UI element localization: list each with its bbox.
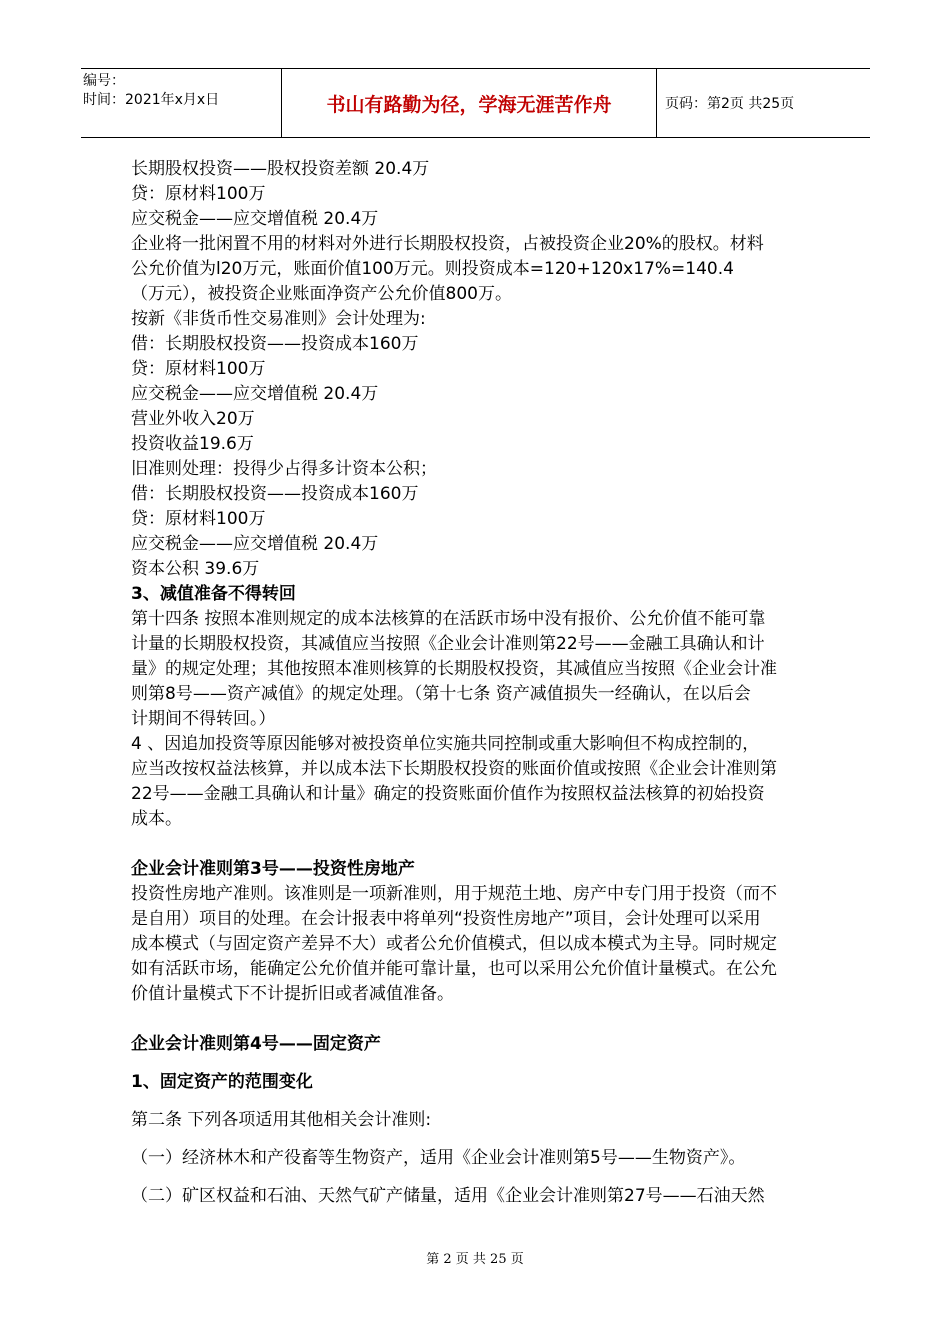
text-line: 应交税金——应交增值税 20.4万 [131,384,379,404]
text-line: 成本模式（与固定资产差异不大）或者公允价值模式，但以成本模式为主导。同时规定 [131,934,777,954]
date-line: 时间：2021年x月x日 [83,92,220,108]
section-heading: 企业会计准则第4号——固定资产 [131,1034,381,1054]
text-line: 公允价值为l20万元，账面价值100万元。则投资成本=120+120x17%=140.4 [131,259,734,279]
text-line: 22号——金融工具确认和计量》确定的投资账面价值作为按照权益法核算的初始投资 [131,784,765,804]
text-line: 借：长期股权投资——投资成本160万 [131,334,419,354]
text-line: 投资性房地产准则。该准则是一项新准则，用于规范土地、房产中专门用于投资（而不 [131,884,777,904]
text-line: 如有活跃市场，能确定公允价值并能可靠计量，也可以采用公允价值计量模式。在公允 [131,959,777,979]
text-line: 则第8号——资产减值》的规定处理。（第十七条 资产减值损失一经确认，在以后会 [131,684,751,704]
section-heading: 3、减值准备不得转回 [131,584,296,604]
text-line: 旧准则处理：投得少占得多计资本公积； [131,459,437,479]
page-header [81,68,870,138]
section-heading: 企业会计准则第3号——投资性房地产 [131,859,415,879]
text-line: 成本。 [131,809,182,829]
text-line: 量》的规定处理；其他按照本准则核算的长期股权投资，其减值应当按照《企业会计准 [131,659,777,679]
text-line: 是自用）项目的处理。在会计报表中将单列“投资性房地产”项目，会计处理可以采用 [131,909,761,929]
text-line: 企业将一批闲置不用的材料对外进行长期股权投资，占被投资企业20%的股权。材料 [131,234,764,254]
motto: 书山有路勤为径，学海无涯苦作舟 [282,69,657,137]
text-line: 资本公积 39.6万 [131,559,260,579]
page-code: 页码：第2页 共25页 [665,96,795,112]
text-line: 投资收益19.6万 [131,434,254,454]
text-line: （万元），被投资企业账面净资产公允价值800万。 [131,284,512,304]
text-line: 第十四条 按照本准则规定的成本法核算的在活跃市场中没有报价、公允价值不能可靠 [131,609,766,629]
text-line: 贷：原材料100万 [131,184,266,204]
text-line: 借：长期股权投资——投资成本160万 [131,484,419,504]
text-line: 应交税金——应交增值税 20.4万 [131,209,379,229]
header-info-cell [81,69,282,137]
text-line: 贷：原材料100万 [131,509,266,529]
text-line: 按新《非货币性交易准则》会计处理为: [131,309,426,329]
document-body [131,157,861,1209]
text-line: 计期间不得转回。） [131,709,276,729]
text-line: 第二条 下列各项适用其他相关会计准则: [131,1110,432,1130]
text-line: 营业外收入20万 [131,409,255,429]
text-line: 价值计量模式下不计提折旧或者减值准备。 [131,984,454,1004]
text-line: （二）矿区权益和石油、天然气矿产储量，适用《企业会计准则第27号——石油天然 [131,1186,765,1206]
spacer [131,1133,861,1146]
spacer [131,1057,861,1070]
text-line: 计量的长期股权投资，其减值应当按照《企业会计准则第22号——金融工具确认和计 [131,634,765,654]
spacer [131,1007,861,1032]
text-line: 4 、因追加投资等原因能够对被投资单位实施共同控制或重大影响但不构成控制的， [131,734,760,754]
section-heading: 1、固定资产的范围变化 [131,1072,313,1092]
spacer [131,1095,861,1108]
page-footer: 第 2 页 共 25 页 [426,1252,524,1267]
text-line: 应当改按权益法核算，并以成本法下长期股权投资的账面价值或按照《企业会计准则第 [131,759,777,779]
text-line: 应交税金——应交增值税 20.4万 [131,534,379,554]
text-line: （一）经济林木和产役畜等生物资产，适用《企业会计准则第5号——生物资产》。 [131,1148,746,1168]
spacer [131,832,861,857]
text-line: 长期股权投资——股权投资差额 20.4万 [131,159,430,179]
number-label: 编号： [83,73,125,89]
spacer [131,1171,861,1184]
text-line: 贷：原材料100万 [131,359,266,379]
